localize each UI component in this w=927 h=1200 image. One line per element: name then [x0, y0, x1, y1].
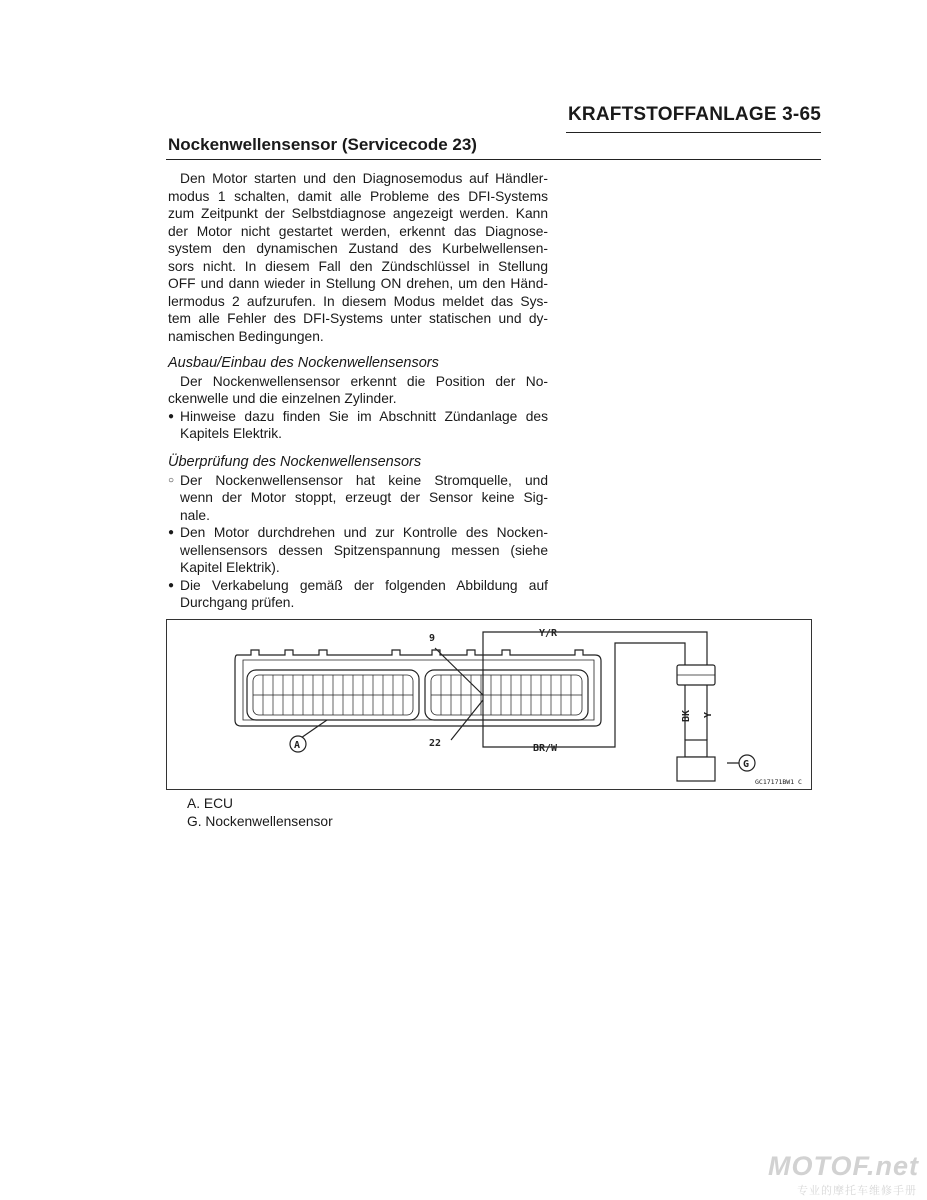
note-circle-icon: ○ [168, 474, 175, 486]
inspection-bullet [168, 577, 548, 612]
intro-line: sors nicht. In diesem Fall den Zündschlüssel in Stellung [168, 258, 548, 274]
wire-label-top: Y/R [539, 628, 558, 639]
inspection-note-line: wenn der Motor stoppt, erzeugt der Sensor keine Sig- [180, 490, 548, 505]
wire-label-right: Y [703, 711, 714, 718]
inspection-note [168, 472, 548, 525]
connector-pins [253, 675, 582, 715]
bullet-icon: ● [168, 579, 175, 591]
intro-line: modus 1 schalten, damit alle Probleme des DFI-Systems [168, 188, 548, 204]
intro-paragraph [168, 170, 548, 345]
figure-captions [187, 795, 333, 831]
removal-bullet-line: Kapitels Elektrik. [180, 426, 282, 441]
header-rule [566, 132, 821, 133]
camshaft-sensor-body [677, 757, 715, 781]
wire-label-bottom: BR/W [533, 743, 558, 754]
intro-line: tem alle Fehler des DFI-Systems unter statischen und dy- [168, 311, 548, 326]
inspection-bullet-line: Den Motor durchdrehen und zur Kontrolle des Nocken- [180, 525, 548, 540]
intro-line: zum Zeitpunkt der Selbstdiagnose angezeigt werden. Kann [168, 206, 548, 221]
callout-label-g: G [743, 759, 750, 770]
inspection-section [168, 454, 548, 612]
section-rule [166, 159, 821, 160]
figure-code: GC17171BW1 C [755, 778, 802, 786]
inspection-bullet-line: Durchgang prüfen. [180, 595, 295, 610]
intro-line: namischen Bedingungen. [168, 328, 324, 344]
section-title: Nockenwellensensor (Servicecode 23) [168, 135, 477, 154]
caption-ecu: A. ECU [187, 796, 233, 811]
inspection-note-line: nale. [180, 507, 210, 523]
wiring-diagram [166, 619, 812, 790]
pin-number-bottom: 22 [429, 738, 442, 749]
callout-label-a: A [294, 740, 301, 751]
removal-heading: Ausbau/Einbau des Nockenwellensensors [168, 355, 439, 371]
inspection-bullet-line: Die Verkabelung gemäß der folgenden Abbildung auf [180, 577, 548, 593]
inspection-note-line: Der Nockenwellensensor hat keine Stromquelle, und [180, 472, 548, 488]
wire-y-r [483, 632, 707, 695]
callout-leader [298, 648, 739, 763]
inspection-bullet-line: Kapitel Elektrik). [180, 560, 280, 575]
caption-sensor: G. Nockenwellensensor [187, 814, 333, 829]
inspection-heading: Überprüfung des Nockenwellensensors [168, 454, 422, 470]
intro-line: der Motor nicht gestartet werden, erkennt das Diagnose- [168, 223, 548, 239]
bullet-icon: ● [168, 527, 175, 538]
pin-number-top: 9 [429, 633, 436, 644]
intro-line: lermodus 2 aufzurufen. In diesem Modus meldet das Sys- [168, 293, 548, 309]
removal-text-line: Der Nockenwellensensor erkennt die Position der No- [180, 373, 548, 389]
watermark-logo: MOTOF.net [767, 1151, 919, 1181]
bullet-icon: ● [168, 410, 175, 422]
intro-line: Den Motor starten und den Diagnosemodus auf Händler- [180, 171, 548, 186]
intro-line: OFF und dann wieder in Stellung ON drehen, um den Händ- [168, 276, 548, 291]
watermark-tagline: 专业的摩托车维修手册 [797, 1185, 917, 1197]
inspection-bullet-line: wellensensors dessen Spitzenspannung messen (siehe [180, 542, 548, 558]
intro-line: system den dynamischen Zustand des Kurbelwellensen- [168, 241, 548, 256]
page-header-title: KRAFTSTOFFANLAGE 3-65 [568, 104, 821, 125]
removal-section [168, 355, 548, 443]
removal-text-line: ckenwelle und die einzelnen Zylinder. [168, 391, 397, 406]
removal-bullet-line: Hinweise dazu finden Sie im Abschnitt Zündanlage des [180, 408, 548, 424]
removal-bullet [168, 408, 548, 443]
inspection-bullet [168, 524, 548, 577]
wire-label-left: BK [681, 709, 692, 722]
sensor-plug [685, 740, 707, 757]
